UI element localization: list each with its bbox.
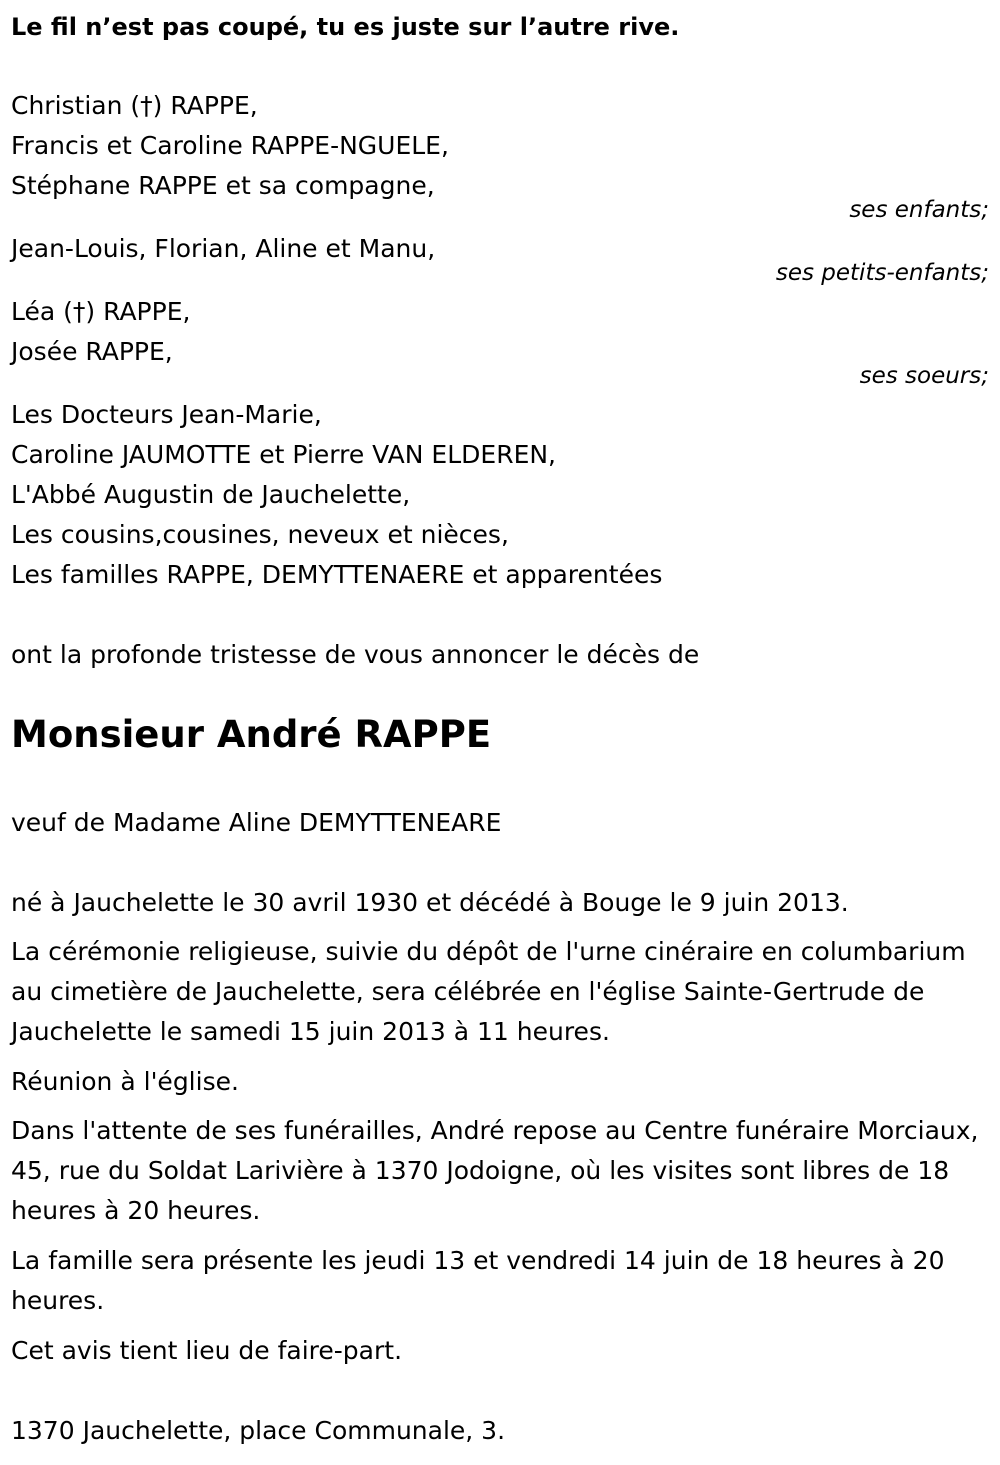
- child-name: Stéphane RAPPE et sa compagne,: [11, 171, 435, 200]
- notice-paragraph: Cet avis tient lieu de faire-part.: [11, 1336, 403, 1365]
- family-line: Caroline JAUMOTTE et Pierre VAN ELDEREN,: [11, 440, 557, 469]
- child-name: Francis et Caroline RAPPE-NGUELE,: [11, 131, 449, 160]
- deceased-name: Monsieur André RAPPE: [11, 713, 492, 756]
- family-line: L'Abbé Augustin de Jauchelette,: [11, 480, 411, 509]
- family-presence-paragraph: La famille sera présente les jeudi 13 et vendredi 14 juin de 18 heures à 20 heures.: [11, 1246, 945, 1315]
- ceremony-paragraph: La cérémonie religieuse, suivie du dépôt de l'urne cinéraire en columbarium au cimetière de Jauchelette, sera célébrée en l'église Sainte-Gertrude de Jauchelette le samedi 15 juin 2013 à 11 heures.: [11, 937, 966, 1046]
- announcement: ont la profonde tristesse de vous annoncer le décès de: [11, 640, 700, 669]
- funeral-home-paragraph: Dans l'attente de ses funérailles, André repose au Centre funéraire Morciaux, 45, rue du Soldat Larivière à 1370 Jodoigne, où les visites sont libres de 18 heures à 20 heures.: [11, 1116, 979, 1225]
- child-name: Christian (†) RAPPE,: [11, 91, 258, 120]
- motto: Le fil n’est pas coupé, tu es juste sur l’autre rive.: [11, 13, 680, 41]
- family-line: Les familles RAPPE, DEMYTTENAERE et apparentées: [11, 560, 663, 589]
- family-line: Les cousins,cousines, neveux et nièces,: [11, 520, 509, 549]
- relation-sisters: ses soeurs;: [859, 363, 989, 389]
- birth-death: né à Jauchelette le 30 avril 1930 et décédé à Bouge le 9 juin 2013.: [11, 888, 849, 917]
- widower-of: veuf de Madame Aline DEMYTTENEARE: [11, 808, 502, 837]
- relation-children: ses enfants;: [849, 197, 989, 223]
- address: 1370 Jauchelette, place Communale, 3.: [11, 1416, 506, 1445]
- relation-grandchildren: ses petits-enfants;: [775, 260, 989, 286]
- grandchildren-names: Jean-Louis, Florian, Aline et Manu,: [11, 234, 436, 263]
- sister-name: Léa (†) RAPPE,: [11, 297, 191, 326]
- meeting-paragraph: Réunion à l'église.: [11, 1067, 239, 1096]
- sister-name: Josée RAPPE,: [11, 337, 173, 366]
- family-line: Les Docteurs Jean-Marie,: [11, 400, 322, 429]
